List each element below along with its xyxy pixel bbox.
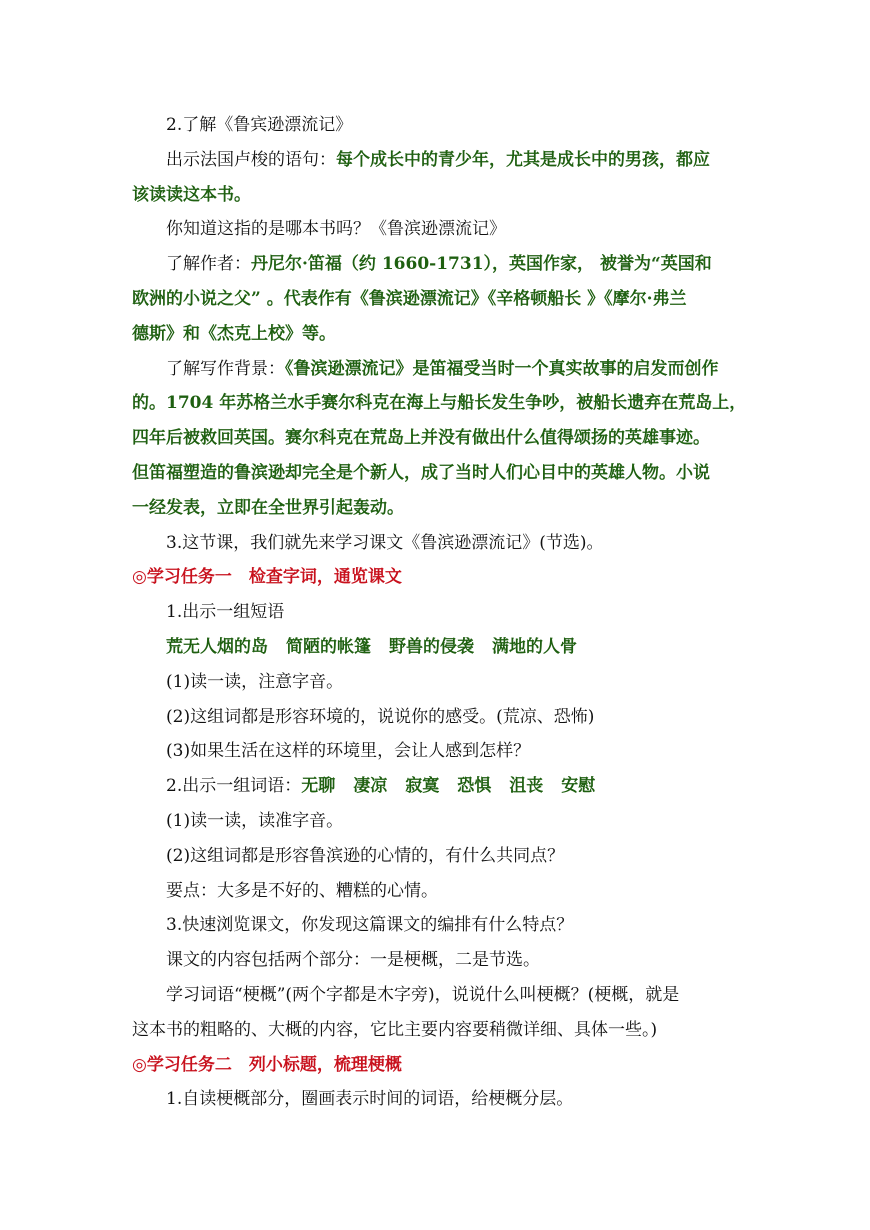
background-prefix: 了解写作背景： [166, 358, 285, 379]
paragraph-which-book: 你知道这指的是哪本书吗？《鲁滨逊漂流记》 [166, 219, 506, 240]
task2-self-read: 1.自读梗概部分，圈画表示时间的词语，给梗概分层。 [166, 1089, 574, 1110]
task1-synopsis-word: 学习词语“梗概”(两个字都是木字旁)，说说什么叫梗概？(梗概，就是 [166, 984, 680, 1005]
word-item: 沮丧 [509, 776, 544, 797]
task1-feeling: (3)如果生活在这样的环境里，会让人感到怎样？ [166, 741, 531, 762]
author-intro: 丹尼尔·笛福（约 1660-1731），英国作家， 被誉为“英国和 [251, 254, 712, 275]
word-list-prefix: 2.出示一组词语： [166, 776, 302, 797]
word-item: 无聊 [301, 776, 336, 797]
author-intro-line3: 德斯》和《杰克上校》等。 [132, 323, 336, 344]
rousseau-quote: 每个成长中的青少年，尤其是成长中的男孩，都应 [336, 149, 710, 170]
background-text: 《鲁滨逊漂流记》是笛福受当时一个真实故事的启发而创作 [285, 358, 719, 379]
task1-two-parts: 课文的内容包括两个部分：一是梗概，二是节选。 [166, 950, 540, 971]
phrase-item: 满地的人骨 [492, 636, 577, 657]
phrase-item: 荒无人烟的岛 [166, 636, 268, 657]
word-item: 凄凉 [353, 776, 388, 797]
paragraph-rousseau-quote [132, 143, 744, 178]
task-one-heading: ◎学习任务一 检查字词，通览课文 [132, 567, 402, 588]
paragraph-author [132, 247, 744, 282]
word-item: 恐惧 [457, 776, 492, 797]
background-line5: 一经发表，立即在全世界引起轰动。 [132, 497, 404, 518]
task1-word-list [132, 769, 744, 804]
document-body [132, 108, 747, 1117]
phrase-list [132, 630, 744, 665]
phrase-item: 野兽的侵袭 [389, 636, 474, 657]
paragraph-understand-book: 2.了解《鲁宾逊漂流记》 [166, 115, 353, 135]
task1-synopsis-word-cont: 这本书的粗略的、大概的内容，它比主要内容要稍微详细、具体一些。) [132, 1019, 658, 1040]
background-line4: 但笛福塑造的鲁滨逊却完全是个新人，成了当时人们心目中的英雄人物。小说 [132, 462, 710, 483]
background-line2: 的。1704 年苏格兰水手赛尔科克在海上与船长发生争吵，被船长遗弃在荒岛上， [132, 393, 747, 414]
word-item: 寂寞 [405, 776, 440, 797]
rousseau-quote-end: 该读读这本书。 [132, 184, 251, 205]
task1-mood: (2)这组词都是形容鲁滨逊的心情的，有什么共同点？ [166, 845, 565, 866]
paragraph-background [132, 352, 744, 387]
author-intro-line2: 欧洲的小说之父” 。代表作有《鲁滨逊漂流记》《辛格顿船长 》《摩尔·弗兰 [132, 288, 687, 309]
quote-prefix: 出示法国卢梭的语句： [166, 149, 336, 170]
phrase-item: 简陋的帐篷 [286, 636, 371, 657]
task1-environment: (2)这组词都是形容环境的，说说你的感受。(荒凉、恐怖) [166, 706, 595, 727]
author-prefix: 了解作者： [166, 254, 251, 275]
task1-item-phrases: 1.出示一组短语 [166, 602, 285, 623]
task1-read-aloud: (1)读一读，注意字音。 [166, 671, 344, 692]
task1-key-point: 要点：大多是不好的、糟糕的心情。 [166, 880, 438, 901]
background-line3: 四年后被救回英国。赛尔科克在荒岛上并没有做出什么值得颂扬的英雄事迹。 [132, 428, 710, 449]
task-two-heading: ◎学习任务二 列小标题，梳理梗概 [132, 1054, 402, 1075]
task1-browse: 3.快速浏览课文，你发现这篇课文的编排有什么特点？ [166, 915, 574, 936]
task1-read-correct: (1)读一读，读准字音。 [166, 810, 344, 831]
paragraph-rousseau-quote-cont [132, 178, 744, 213]
word-item: 安慰 [561, 776, 596, 797]
paragraph-this-lesson: 3.这节课，我们就先来学习课文《鲁滨逊漂流记》(节选)。 [166, 532, 604, 553]
